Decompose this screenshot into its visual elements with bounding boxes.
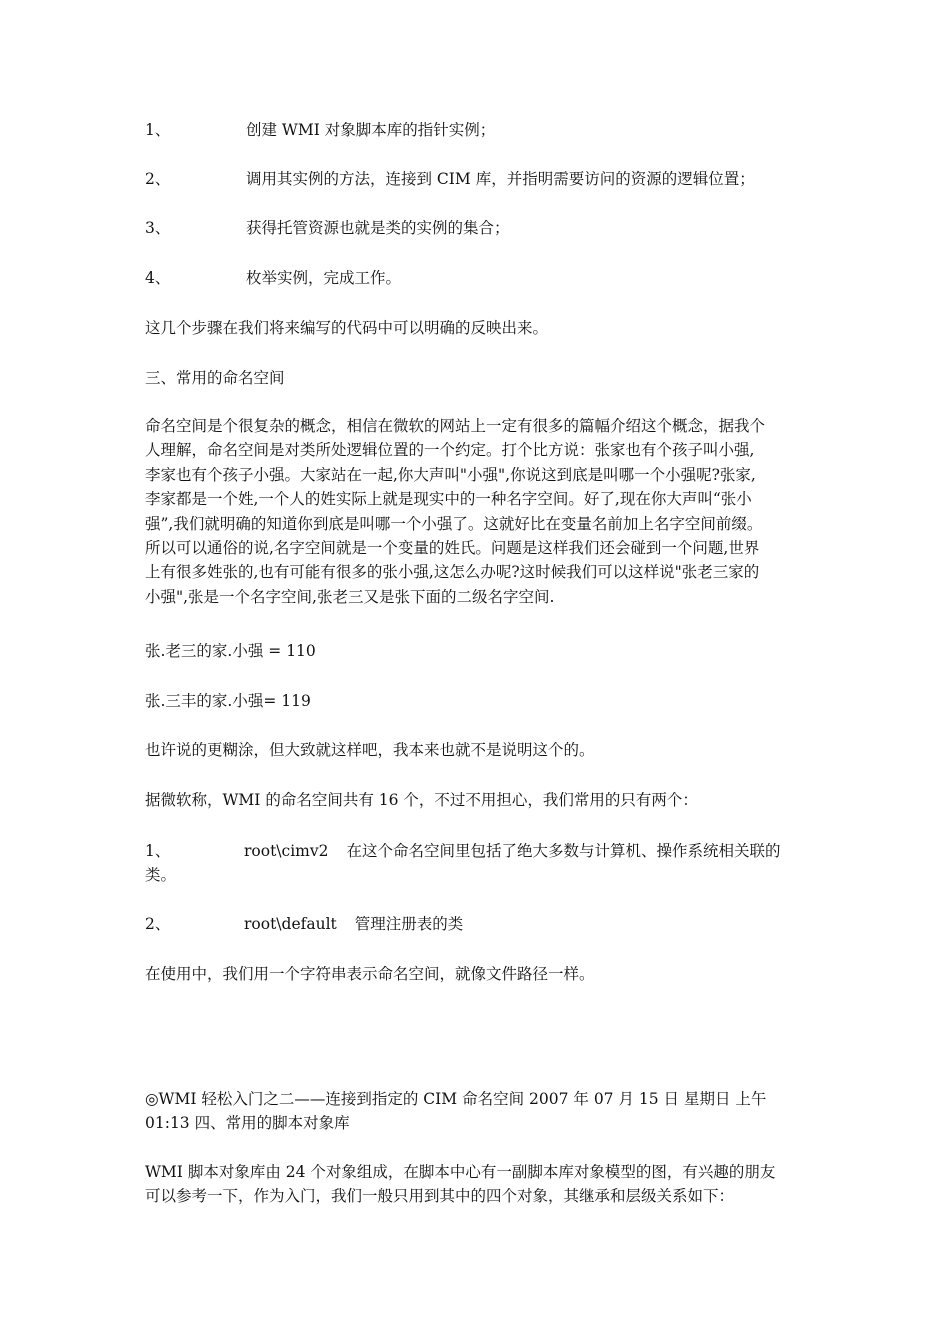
step-text: 枚举实例，完成工作。 <box>246 269 402 287</box>
namespace-number: 2、 <box>145 915 171 933</box>
paragraph-line: 可以参考一下，作为入门，我们一般只用到其中的四个对象，其继承和层级关系如下： <box>145 1187 735 1206</box>
paragraph-line: 强”,我们就明确的知道你到底是叫哪一个小强了。这就好比在变量名前加上名字空间前缀。 <box>145 514 763 533</box>
paragraph-line: 小强",张是一个名字空间,张老三又是张下面的二级名字空间. <box>145 587 555 606</box>
paragraph-line: WMI 脚本对象库由 24 个对象组成，在脚本中心有一副脚本库对象模型的图，有兴趣的朋友 <box>145 1163 776 1181</box>
section-heading: 三、常用的命名空间 <box>145 369 285 387</box>
paragraph-line: 李家也有个孩子小强。大家站在一起,你大声叫"小强",你说这到底是叫哪一个小强呢?张家, <box>145 465 756 484</box>
namespace-name: root\cimv2 <box>244 842 329 860</box>
namespace-description: 管理注册表的类 <box>354 915 464 933</box>
post-header-line: 01:13 四、常用的脚本对象库 <box>145 1114 350 1133</box>
step-text: 创建 WMI 对象脚本库的指针实例； <box>246 121 496 139</box>
namespace-usage-line: 在使用中，我们用一个字符串表示命名空间，就像文件路径一样。 <box>145 965 595 983</box>
namespace-entry <box>244 912 463 936</box>
step-number: 2、 <box>145 170 171 188</box>
paragraph-line: 命名空间是个很复杂的概念，相信在微软的网站上一定有很多的篇幅介绍这个概念，据我个 <box>145 417 766 435</box>
example-line: 张.老三的家.小强 = 110 <box>145 642 316 660</box>
paragraph-line: 所以可以通俗的说,名字空间就是一个变量的姓氏。问题是这样我们还会碰到一个问题,世界 <box>145 539 760 558</box>
step-number: 1、 <box>145 121 171 139</box>
step-text: 获得托管资源也就是类的实例的集合； <box>246 219 510 237</box>
post-header-line: ◎WMI 轻松入门之二——连接到指定的 CIM 命名空间 2007 年 07 月 15 日 星期日 上午 <box>145 1090 767 1108</box>
post-header <box>145 1087 807 1136</box>
namespace-name: root\default <box>244 915 337 933</box>
namespace-count-line: 据微软称，WMI 的命名空间共有 16 个，不过不用担心，我们常用的只有两个： <box>145 791 698 809</box>
namespace-paragraph <box>145 414 807 609</box>
namespace-number: 1、 <box>145 842 171 860</box>
namespace-description-cont: 类。 <box>145 866 177 884</box>
remark-line: 也许说的更糊涂，但大致就这样吧，我本来也就不是说明这个的。 <box>145 741 595 759</box>
example-line: 张.三丰的家.小强= 119 <box>145 692 311 710</box>
paragraph-line: 人理解，命名空间是对类所处逻辑位置的一个约定。打个比方说：张家也有个孩子叫小强, <box>145 441 755 460</box>
step-text: 调用其实例的方法，连接到 CIM 库，并指明需要访问的资源的逻辑位置； <box>246 170 755 188</box>
steps-summary: 这几个步骤在我们将来编写的代码中可以明确的反映出来。 <box>145 319 549 337</box>
paragraph-line: 李家都是一个姓,一个人的姓实际上就是现实中的一种名字空间。好了,现在你大声叫“张小 <box>145 490 752 509</box>
library-paragraph <box>145 1160 807 1209</box>
namespace-description: 在这个命名空间里包括了绝大多数与计算机、操作系统相关联的 <box>346 842 781 860</box>
step-number: 4、 <box>145 269 171 287</box>
namespace-entry <box>244 839 781 863</box>
step-number: 3、 <box>145 219 171 237</box>
paragraph-line: 上有很多姓张的,也有可能有很多的张小强,这怎么办呢?这时候我们可以这样说"张老三家的 <box>145 563 760 582</box>
